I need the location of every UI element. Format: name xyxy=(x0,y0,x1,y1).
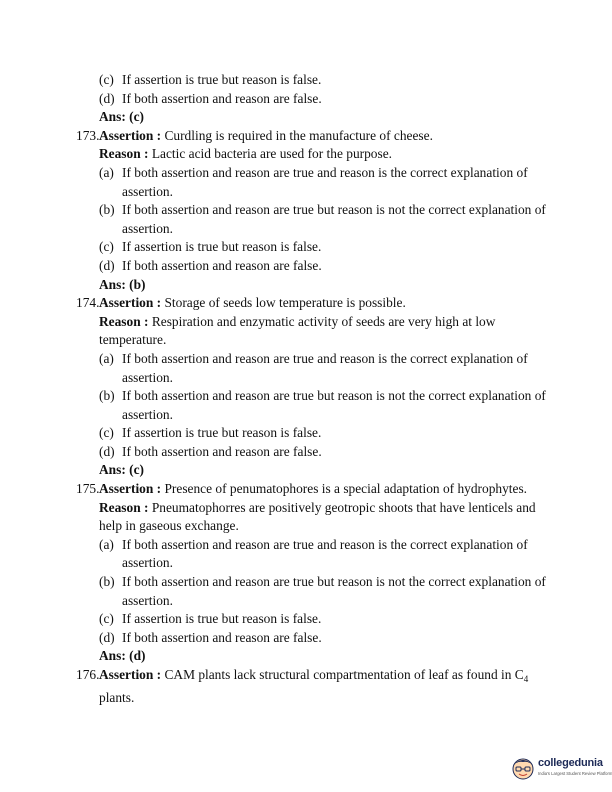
option-text: If both assertion and reason are true and reason is the correct explanation of assertion. xyxy=(122,164,528,199)
option-item xyxy=(76,238,546,257)
answer-line: Ans: (b) xyxy=(99,276,146,292)
c4-term xyxy=(515,667,528,682)
assertion-tail: plants. xyxy=(99,689,135,705)
option-label: (d) xyxy=(99,443,115,459)
assertion-label: Assertion : xyxy=(99,127,162,143)
option-item xyxy=(76,629,546,648)
option-item xyxy=(76,610,546,629)
option-label: (a) xyxy=(99,164,114,180)
option-text: If assertion is true but reason is false. xyxy=(122,425,322,441)
option-item xyxy=(76,350,546,387)
option-text: If both assertion and reason are false. xyxy=(122,443,322,459)
brand-name: collegedunia xyxy=(538,757,603,769)
question-list xyxy=(76,71,546,707)
option-text: If assertion is true but reason is false. xyxy=(122,611,322,627)
option-item xyxy=(76,443,546,462)
option-item xyxy=(76,536,546,573)
question-173 xyxy=(76,127,546,294)
option-label: (b) xyxy=(99,574,115,590)
question-175 xyxy=(76,480,546,666)
question-number: 175. xyxy=(76,481,100,497)
option-text: If both assertion and reason are false. xyxy=(122,257,322,273)
question-176 xyxy=(76,666,546,707)
assertion-label: Assertion : xyxy=(99,481,162,497)
option-text: If both assertion and reason are true but reason is not the correct explanation of assertion. xyxy=(122,388,546,422)
c4-subscript: 4 xyxy=(523,674,529,684)
option-item xyxy=(76,90,546,109)
question-number: 173. xyxy=(76,127,100,143)
option-label: (c) xyxy=(99,239,114,255)
option-item xyxy=(76,257,546,276)
option-label: (d) xyxy=(99,257,115,273)
option-text: If both assertion and reason are false. xyxy=(122,90,322,106)
option-text: If assertion is true but reason is false. xyxy=(122,239,322,255)
option-label: (c) xyxy=(99,611,114,627)
question-number: 176. xyxy=(76,667,100,682)
option-label: (c) xyxy=(99,425,114,441)
reason-text: Respiration and enzymatic activity of seeds are very high at low temperature. xyxy=(99,313,496,348)
reason-label: Reason : xyxy=(99,499,149,515)
reason-text: Lactic acid bacteria are used for the purpose. xyxy=(151,146,393,162)
answer-line: Ans: (c) xyxy=(99,462,144,478)
reason-text: Pneumatophorres are positively geotropic shoots that have lenticels and help in gaseous exchange. xyxy=(99,499,536,534)
question-number: 174. xyxy=(76,295,100,311)
option-item xyxy=(76,573,546,610)
option-label: (c) xyxy=(99,72,114,87)
option-label: (d) xyxy=(99,90,115,106)
assertion-label: Assertion : xyxy=(99,667,162,682)
option-text: If both assertion and reason are true and reason is the correct explanation of assertion. xyxy=(122,350,528,385)
option-item xyxy=(76,387,546,424)
brand-logo xyxy=(510,753,612,783)
brand-tagline: India's Largest Student Review Platform xyxy=(538,771,612,776)
option-text: If both assertion and reason are false. xyxy=(122,629,322,645)
option-text: If assertion is true but reason is false. xyxy=(122,72,322,87)
assertion-label: Assertion : xyxy=(99,295,162,311)
option-item xyxy=(76,424,546,443)
option-label: (b) xyxy=(99,202,115,218)
option-label: (a) xyxy=(99,350,114,366)
option-item xyxy=(76,201,546,238)
reason-label: Reason : xyxy=(99,313,149,329)
c4-letter: C xyxy=(514,667,524,682)
option-item xyxy=(76,164,546,201)
option-text: If both assertion and reason are true and reason is the correct explanation of assertion. xyxy=(122,536,528,571)
answer-line: Ans: (d) xyxy=(99,648,146,664)
option-text: If both assertion and reason are true but reason is not the correct explanation of assertion. xyxy=(122,574,546,608)
assertion-text: CAM plants lack structural compartmentation of leaf as found in xyxy=(164,667,512,682)
assertion-text: Storage of seeds low temperature is possible. xyxy=(164,295,406,311)
option-label: (a) xyxy=(99,536,114,552)
option-text: If both assertion and reason are true but reason is not the correct explanation of assertion. xyxy=(122,202,546,236)
assertion-text: Curdling is required in the manufacture of cheese. xyxy=(164,127,433,143)
reason-label: Reason : xyxy=(99,146,149,162)
answer-line: Ans: (c) xyxy=(99,109,144,125)
question-174 xyxy=(76,294,546,480)
option-label: (d) xyxy=(99,629,115,645)
option-item xyxy=(76,71,546,90)
assertion-text: Presence of penumatophores is a special adaptation of hydrophytes. xyxy=(164,481,528,497)
student-mascot-icon xyxy=(510,755,536,781)
option-label: (b) xyxy=(99,388,115,404)
